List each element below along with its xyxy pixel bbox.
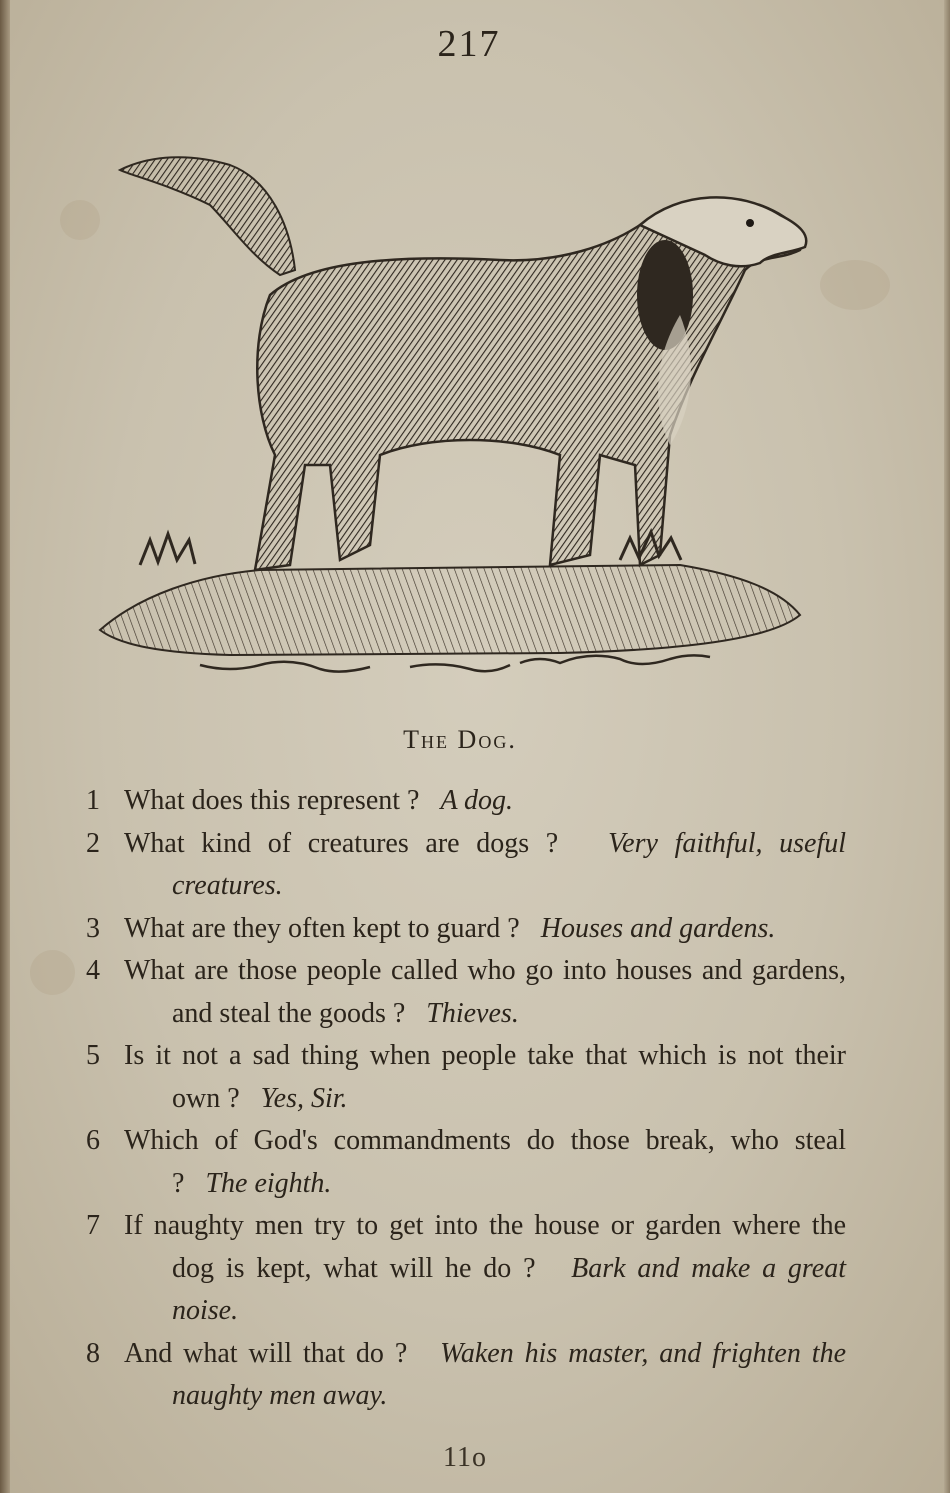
question-number: 8 [86,1337,100,1369]
question-item [86,1120,846,1205]
question-number: 2 [86,827,100,859]
question-list [86,780,846,1418]
answer-text: The eighth. [205,1167,332,1199]
page-right-edge [944,0,950,1493]
page-number: 217 [437,23,501,65]
question-text: What does this represent ? [124,785,420,816]
question-item [86,780,846,823]
question-item [86,1205,846,1333]
question-text: Which of God's commandments do those break, who steal ? [124,1125,846,1199]
question-item [86,908,846,951]
question-number: 3 [86,912,100,944]
question-item [86,950,846,1035]
question-text: Is it not a sad thing when people take that which is not their own ? [124,1040,846,1114]
answer-text: Bark and make a great noise. [172,1252,847,1326]
question-number: 5 [86,1040,100,1071]
question-number: 7 [86,1210,100,1241]
answer-text: Thieves. [426,997,519,1029]
question-text: And what will that do ? [124,1337,408,1369]
answer-text: A dog. [440,785,514,816]
answer-text: Houses and gardens. [540,912,776,944]
dog-illustration [80,135,820,695]
question-text: If naughty men try to get into the house or garden where the dog is kept, what will he do ? [124,1210,846,1284]
illustration-caption: The Dog. [403,725,517,754]
question-text: What are those people called who go into houses and gardens, and steal the goods ? [124,955,846,1029]
answer-text: Yes, Sir. [260,1082,348,1114]
paper-stain [30,950,75,995]
printer-signature: 11o [443,1442,487,1473]
question-text: What kind of creatures are dogs ? [124,827,559,859]
question-number: 6 [86,1125,100,1156]
answer-text: Waken his master, and frighten the naughty men away. [172,1337,847,1411]
question-item [86,1035,846,1120]
question-item [86,823,846,908]
question-number: 1 [86,785,100,816]
question-text: What are they often kept to guard ? [124,912,520,944]
question-number: 4 [86,955,100,986]
question-item [86,1333,846,1418]
answer-text: Very faithful, useful creatures. [172,827,847,901]
paper-stain [820,260,890,310]
